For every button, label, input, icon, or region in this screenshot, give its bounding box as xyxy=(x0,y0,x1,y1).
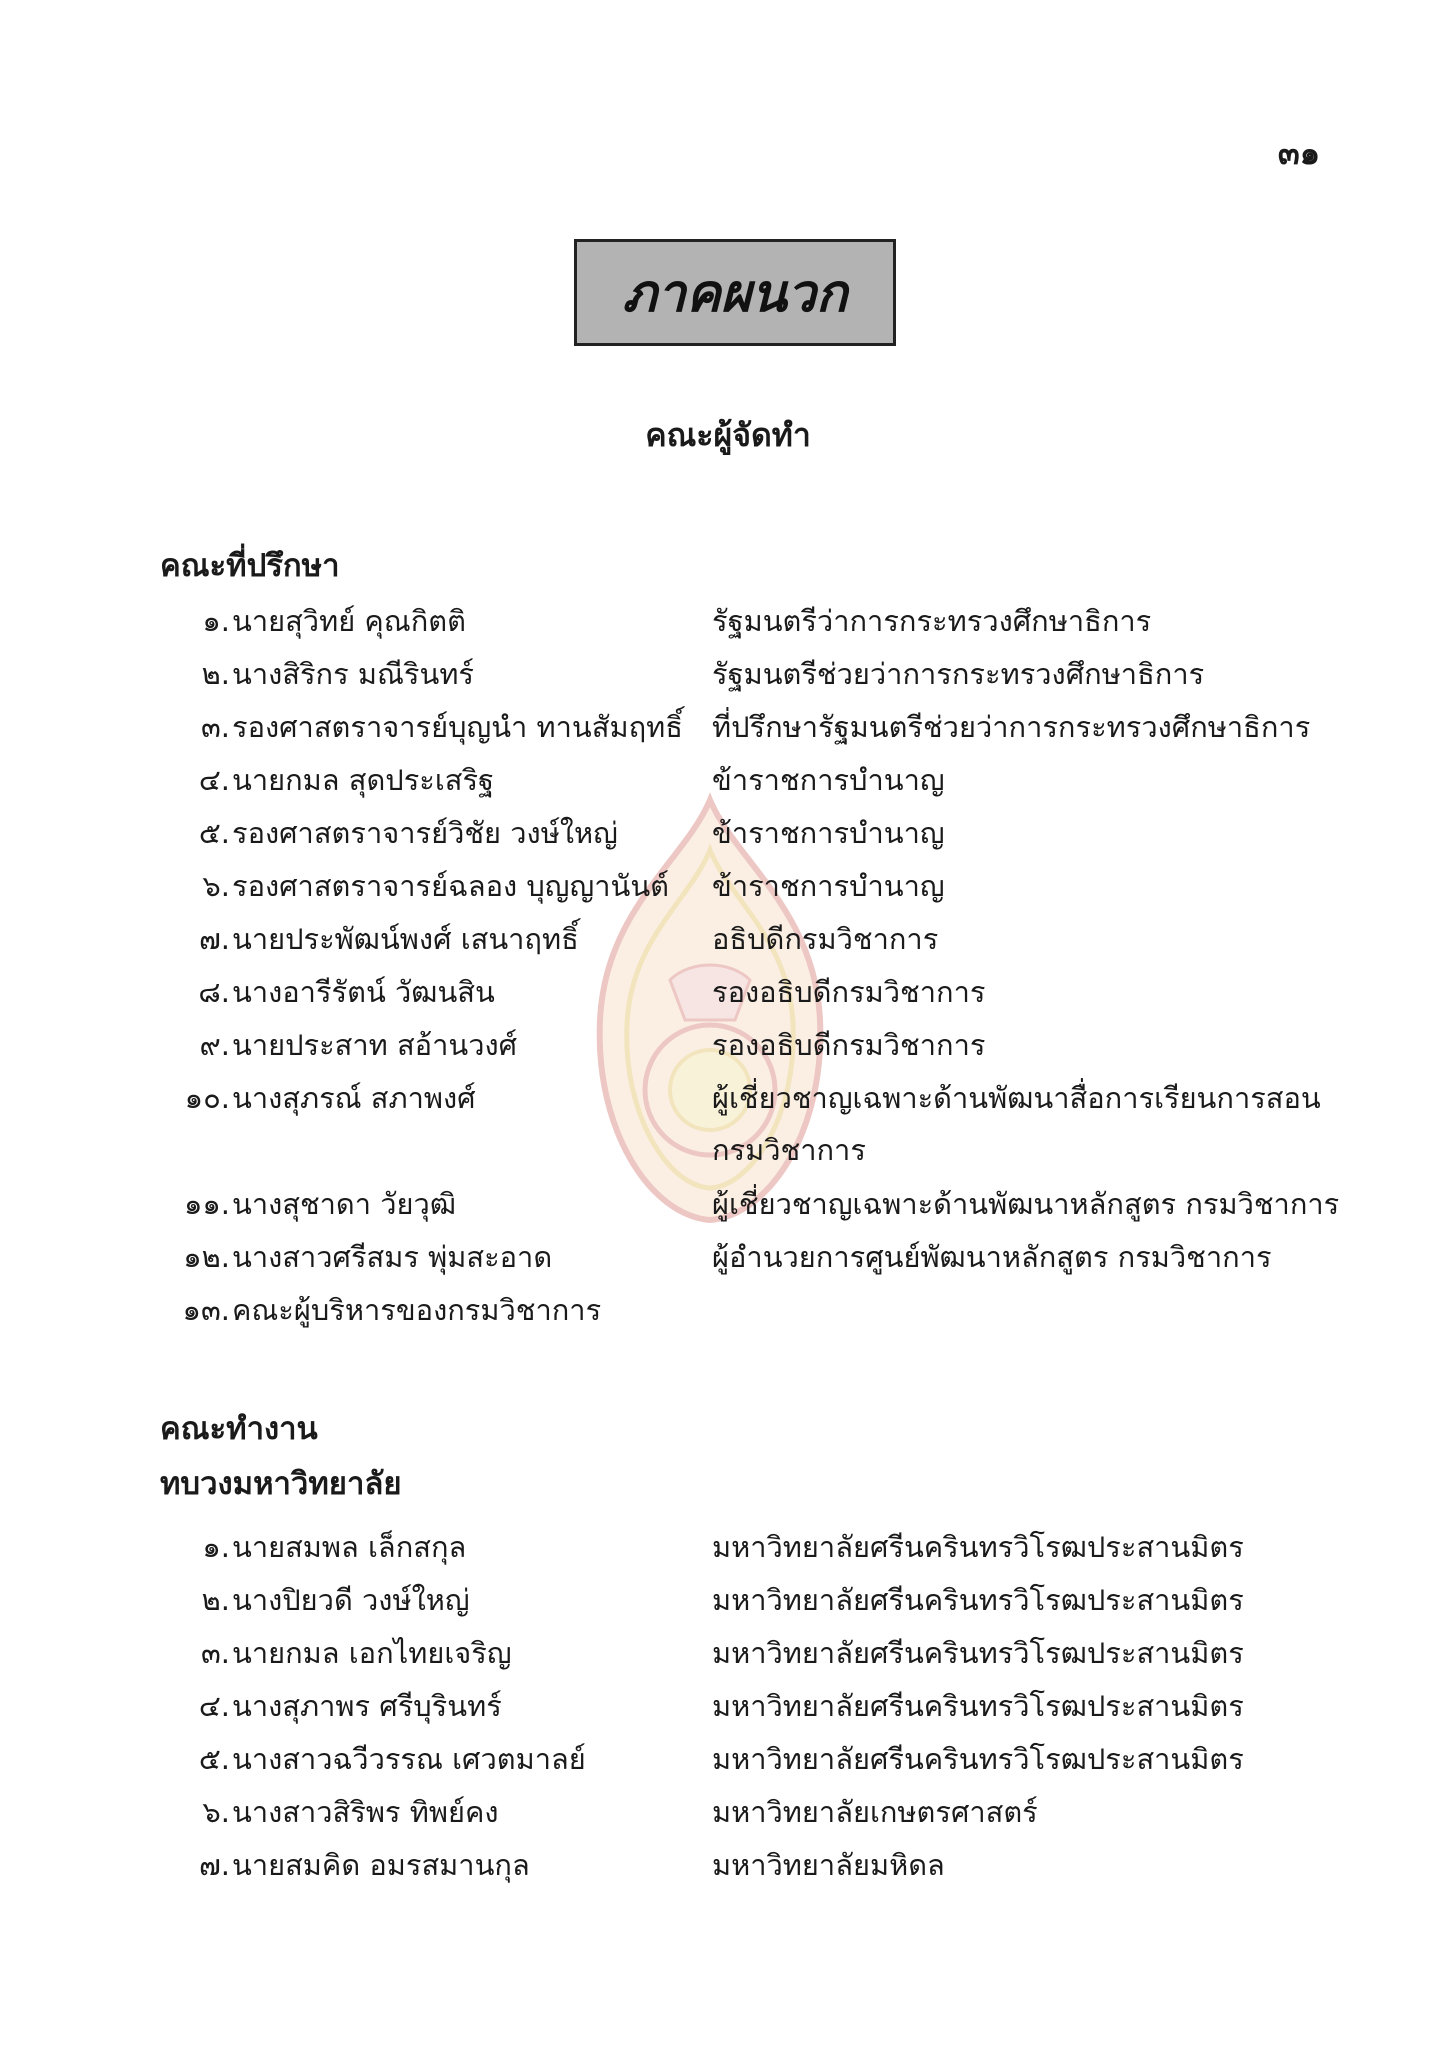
item-number: ๘. xyxy=(198,975,230,1009)
item-name: คณะผู้บริหารของกรมวิชาการ xyxy=(232,1293,602,1327)
list-item xyxy=(0,1287,1456,1339)
list-item xyxy=(0,1577,1456,1629)
item-name: นายสุวิทย์ คุณกิตติ xyxy=(232,604,466,638)
item-number: ๕. xyxy=(198,1742,230,1776)
list-item xyxy=(0,704,1456,756)
list-item xyxy=(0,1789,1456,1841)
list-item xyxy=(0,863,1456,915)
item-position: มหาวิทยาลัยศรีนครินทรวิโรฒประสานมิตร xyxy=(712,1742,1244,1776)
item-name: นางสาวศรีสมร พุ่มสะอาด xyxy=(232,1240,553,1274)
item-name: รองศาสตราจารย์บุญนำ ทานสัมฤทธิ์ xyxy=(232,710,683,744)
item-number: ๒. xyxy=(201,657,230,691)
item-position: ที่ปรึกษารัฐมนตรีช่วยว่าการกระทรวงศึกษาธิการ xyxy=(712,710,1311,744)
item-number: ๑๑. xyxy=(183,1187,230,1221)
item-number: ๔. xyxy=(198,1689,230,1723)
title-box xyxy=(574,239,896,346)
item-position: อธิบดีกรมวิชาการ xyxy=(712,922,939,956)
item-number: ๙. xyxy=(199,1028,230,1062)
page-title: ภาคผนวก xyxy=(622,264,848,324)
item-position: ข้าราชการบำนาญ xyxy=(712,816,945,850)
item-position: รองอธิบดีกรมวิชาการ xyxy=(712,1028,986,1062)
item-position: มหาวิทยาลัยศรีนครินทรวิโรฒประสานมิตร xyxy=(712,1636,1244,1670)
item-number: ๖. xyxy=(202,1795,230,1829)
item-name: นายกมล เอกไทยเจริญ xyxy=(232,1636,512,1670)
item-position-continued: กรมวิชาการ xyxy=(712,1133,866,1167)
item-position: ผู้เชี่ยวชาญเฉพาะด้านพัฒนาสื่อการเรียนการสอน xyxy=(712,1081,1321,1115)
list-item xyxy=(0,810,1456,862)
item-position: รัฐมนตรีช่วยว่าการกระทรวงศึกษาธิการ xyxy=(712,657,1205,691)
list-item xyxy=(0,1524,1456,1576)
item-name: นางสุภาพร ศรีบุรินทร์ xyxy=(232,1689,502,1723)
item-name: นางสาวฉวีวรรณ เศวตมาลย์ xyxy=(232,1742,586,1776)
list-item xyxy=(0,969,1456,1021)
item-number: ๑๓. xyxy=(182,1293,230,1327)
item-number: ๑๐. xyxy=(184,1081,230,1115)
item-number: ๒. xyxy=(201,1583,230,1617)
item-name: นางสาวสิริพร ทิพย์คง xyxy=(232,1795,499,1829)
item-name: นายประสาท สอ้านวงศ์ xyxy=(232,1028,518,1062)
list-item xyxy=(0,916,1456,968)
item-position: มหาวิทยาลัยเกษตรศาสตร์ xyxy=(712,1795,1038,1829)
item-number: ๕. xyxy=(198,816,230,850)
item-name: นางอารีรัตน์ วัฒนสิน xyxy=(232,975,495,1009)
list-item xyxy=(0,1736,1456,1788)
list-item xyxy=(0,1234,1456,1286)
item-name: นางสุชาดา วัยวุฒิ xyxy=(232,1187,457,1221)
item-number: ๑. xyxy=(202,1530,230,1564)
item-number: ๔. xyxy=(198,763,230,797)
list-item xyxy=(0,598,1456,650)
list-item xyxy=(0,1630,1456,1682)
item-position: มหาวิทยาลัยศรีนครินทรวิโรฒประสานมิตร xyxy=(712,1530,1244,1564)
item-number: ๗. xyxy=(198,922,230,956)
list-item xyxy=(0,651,1456,703)
item-position: มหาวิทยาลัยศรีนครินทรวิโรฒประสานมิตร xyxy=(712,1689,1244,1723)
item-position: ข้าราชการบำนาญ xyxy=(712,763,945,797)
item-number: ๗. xyxy=(198,1848,230,1882)
item-name: นายสมพล เล็กสกุล xyxy=(232,1530,467,1564)
list-item xyxy=(0,1842,1456,1894)
item-position: มหาวิทยาลัยมหิดล xyxy=(712,1848,945,1882)
list-item xyxy=(0,1075,1456,1167)
item-name: รองศาสตราจารย์ฉลอง บุญญานันต์ xyxy=(232,869,669,903)
item-name: นางสุภรณ์ สภาพงศ์ xyxy=(232,1081,476,1115)
item-name: นายประพัฒน์พงศ์ เสนาฤทธิ์ xyxy=(232,922,579,956)
item-name: นางสิริกร มณีรินทร์ xyxy=(232,657,475,691)
section-heading-advisors: คณะที่ปรึกษา xyxy=(160,548,340,584)
item-number: ๑๒. xyxy=(183,1240,230,1274)
item-number: ๖. xyxy=(202,869,230,903)
item-number: ๓. xyxy=(200,1636,230,1670)
page-subtitle: คณะผู้จัดทำ xyxy=(645,416,811,454)
list-item xyxy=(0,1683,1456,1735)
item-number: ๓. xyxy=(200,710,230,744)
page-number: ๓๑ xyxy=(1277,134,1320,172)
item-position: มหาวิทยาลัยศรีนครินทรวิโรฒประสานมิตร xyxy=(712,1583,1244,1617)
list-item xyxy=(0,757,1456,809)
item-position: รองอธิบดีกรมวิชาการ xyxy=(712,975,986,1009)
item-number: ๑. xyxy=(202,604,230,638)
section-subheading: ทบวงมหาวิทยาลัย xyxy=(160,1466,402,1502)
item-position: ผู้เชี่ยวชาญเฉพาะด้านพัฒนาหลักสูตร กรมวิชาการ xyxy=(712,1187,1340,1221)
item-name: รองศาสตราจารย์วิชัย วงษ์ใหญ่ xyxy=(232,816,618,850)
item-position: ข้าราชการบำนาญ xyxy=(712,869,945,903)
item-name: นายสมคิด อมรสมานกุล xyxy=(232,1848,530,1882)
item-name: นางปิยวดี วงษ์ใหญ่ xyxy=(232,1583,470,1617)
list-item xyxy=(0,1022,1456,1074)
list-item xyxy=(0,1181,1456,1233)
item-name: นายกมล สุดประเสริฐ xyxy=(232,763,495,797)
item-position: ผู้อำนวยการศูนย์พัฒนาหลักสูตร กรมวิชาการ xyxy=(712,1240,1272,1274)
item-position: รัฐมนตรีว่าการกระทรวงศึกษาธิการ xyxy=(712,604,1152,638)
section-heading-working-group: คณะทำงาน xyxy=(160,1411,318,1447)
